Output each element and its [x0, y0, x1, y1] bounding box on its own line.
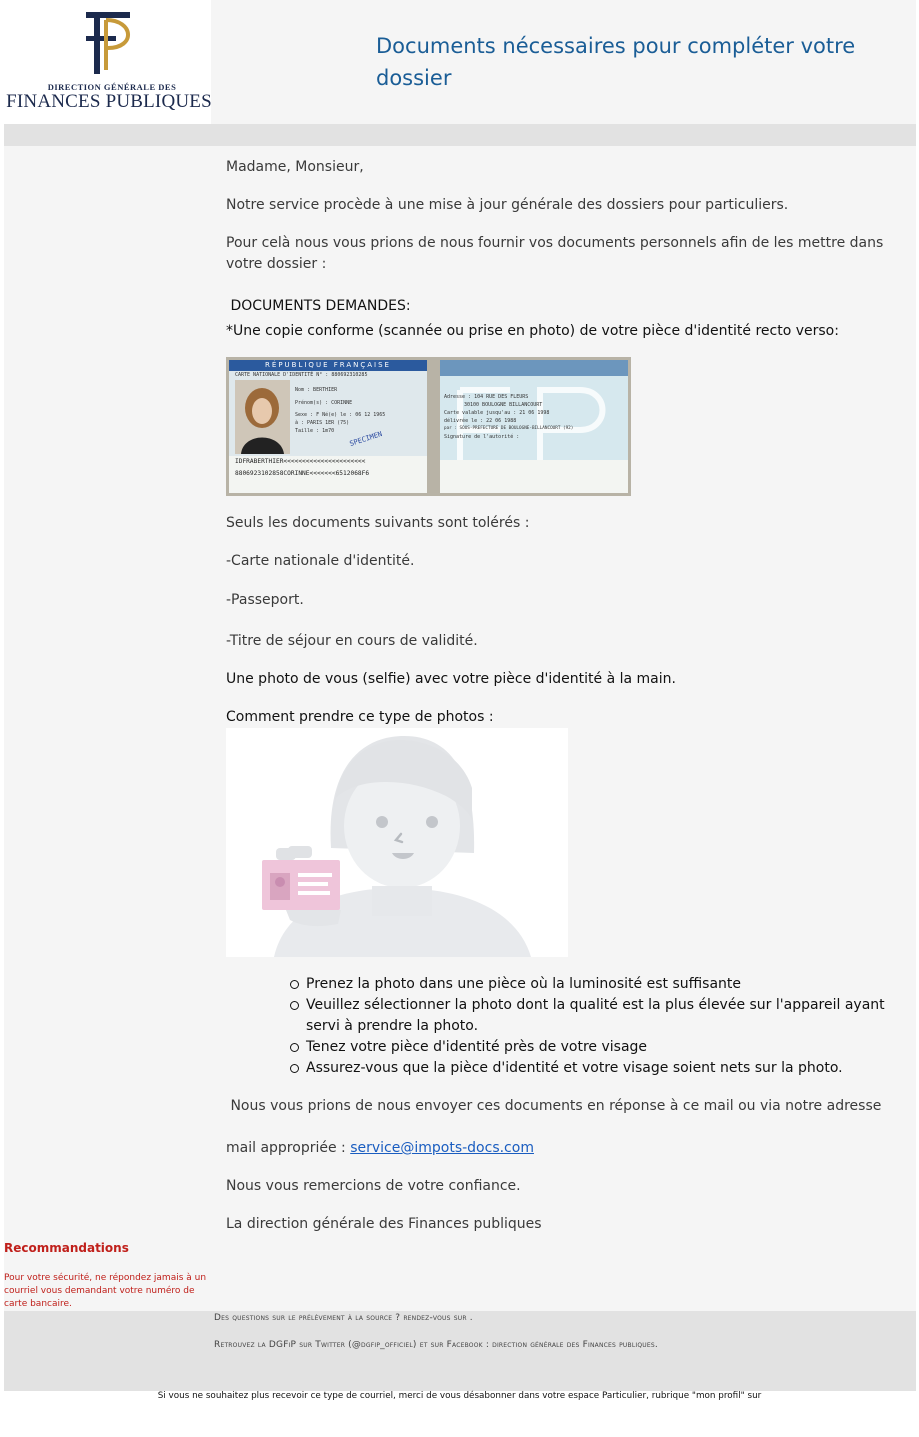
thanks-paragraph: Nous vous remercions de votre confiance.: [226, 1178, 521, 1194]
photo-tips-list: [290, 974, 919, 1079]
mrz-line-1: IDFRABERTHIER<<<<<<<<<<<<<<<<<<<<<<: [235, 458, 366, 465]
id-card-sex-birth: Sexe : F Né(e) le : 06 12 1965: [295, 412, 386, 418]
email-footer: [4, 1311, 916, 1391]
email-header: [4, 0, 916, 124]
documents-copy-text: *Une copie conforme (scannée ou prise en photo) de votre pièce d'identité recto verso:: [226, 323, 839, 339]
id-card-issued: délivrée le : 22 06 1988: [444, 418, 517, 424]
tolerated-doc-passport: -Passeport.: [226, 592, 304, 608]
footer-prelevement-line: Des questions sur le prélèvement à la source ? rendez-vous sur .: [214, 1313, 473, 1323]
id-card-firstname: Prénom(s) : CORINNE: [295, 400, 353, 406]
id-card-specimen: SPECIMEN: [348, 429, 384, 449]
recommendations-text: Pour votre sécurité, ne répondez jamais à un courriel vous demandant votre numéro de carte bancaire.: [4, 1273, 207, 1309]
id-card-photo: [235, 380, 290, 454]
id-card-name: Nom : BERTHIER: [295, 387, 338, 393]
request-paragraph: Pour celà nous vous prions de nous fournir vos documents personnels afin de les mettre dans votre dossier :: [226, 235, 884, 272]
list-item: Assurez-vous que la pièce d'identité et votre visage soient nets sur la photo.: [290, 1058, 919, 1079]
documents-heading: DOCUMENTS DEMANDES:: [226, 298, 411, 314]
portrait-icon: [235, 380, 290, 454]
email-link[interactable]: service@impots-docs.com: [350, 1140, 534, 1156]
id-card-number: CARTE NATIONALE D'IDENTITÉ N° : 880692310285: [235, 372, 368, 378]
page-title: Documents nécessaires pour compléter votre dossier: [376, 34, 856, 90]
id-card-authority: par : SOUS-PREFECTURE DE BOULOGNE-BILLANCOURT (92): [444, 426, 574, 431]
signature: La direction générale des Finances publiques: [226, 1216, 542, 1232]
greeting: Madame, Monsieur,: [226, 159, 364, 175]
dgfip-emblem-icon: [76, 10, 140, 76]
dgfip-logo: [4, 0, 211, 124]
tolerated-doc-residence-permit: -Titre de séjour en cours de validité.: [226, 633, 478, 649]
id-card-back: [440, 360, 628, 493]
unsubscribe-notice: Si vous ne souhaitez plus recevoir ce type de courriel, merci de vous désabonner dans votre espace Particulier, rubrique "mon profil" sur: [157, 1391, 762, 1401]
send-docs-paragraph: Nous vous prions de nous envoyer ces documents en réponse à ce mail ou via notre adresse: [226, 1098, 882, 1114]
logo-title: FINANCES PUBLIQUES: [6, 91, 212, 112]
footer-social-line: Retrouvez la DGFiP sur Twitter (@dgfip_officiel) et sur Facebook : direction générale des Finances publiques.: [214, 1340, 658, 1350]
mail-line: [226, 1138, 534, 1159]
recommendations-title: Recommandations: [4, 1241, 129, 1255]
selfie-request: Une photo de vous (selfie) avec votre pièce d'identité à la main.: [226, 671, 676, 687]
header-divider-bar: [4, 124, 916, 146]
id-card-birthplace: à : PARIS 1ER (75): [295, 420, 350, 426]
list-item: Prenez la photo dans une pièce où la luminosité est suffisante: [290, 974, 919, 995]
id-card-height: Taille : 1m70: [295, 428, 335, 434]
intro-paragraph: Notre service procède à une mise à jour générale des dossiers pour particuliers.: [226, 197, 789, 213]
id-card-band: RÉPUBLIQUE FRANÇAISE: [229, 360, 427, 371]
tolerated-intro: Seuls les documents suivants sont tolérés :: [226, 515, 530, 531]
id-card-mrz: [229, 456, 427, 493]
email-body: [4, 146, 916, 1311]
id-card-signature-label: Signature de l'autorité :: [444, 434, 520, 440]
id-card-city: 30100 BOULOGNE BILLANCOURT: [464, 402, 543, 408]
list-item: Tenez votre pièce d'identité près de votre visage: [290, 1037, 919, 1058]
mail-prefix: mail appropriée :: [226, 1140, 351, 1156]
person-holding-id-icon: [226, 728, 568, 957]
id-card-image: [226, 357, 631, 496]
selfie-illustration: [226, 728, 568, 957]
howto-heading: Comment prendre ce type de photos :: [226, 709, 494, 725]
tolerated-doc-id-card: -Carte nationale d'identité.: [226, 553, 415, 569]
list-item: Veuillez sélectionner la photo dont la qualité est la plus élevée sur l'appareil ayant servi à prendre la photo.: [290, 995, 919, 1037]
mrz-line-2: 8806923102858CORINNE<<<<<<<6512068F6: [235, 470, 370, 477]
logo-subtitle: DIRECTION GÉNÉRALE DES: [47, 82, 177, 92]
id-card-address: Adresse : 104 RUE DES FLEURS: [444, 394, 529, 400]
id-card-validity: Carte valable jusqu'au : 21 06 1998: [444, 410, 550, 416]
id-card-front: [229, 360, 427, 493]
